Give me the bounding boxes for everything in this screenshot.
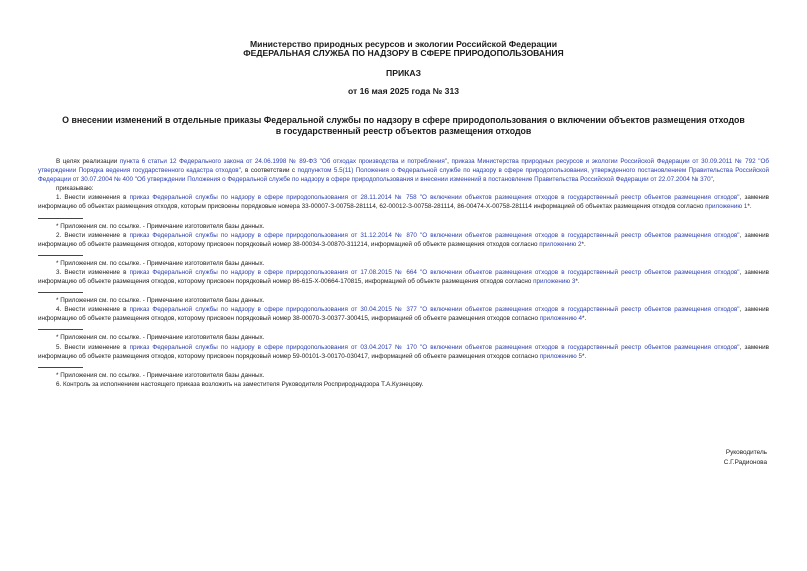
preamble-text: , <box>447 158 452 165</box>
order-link-870[interactable]: приказ Федеральной службы по надзору в сфере природопользования от 31.12.2014 № 870 "О включении объектов размещения отходов в государственный реестр объектов размещения отходов" <box>129 231 740 239</box>
item-4 <box>38 305 769 323</box>
footnote-5: * Приложения см. по ссылке. - Примечание изготовителя базы данных. <box>56 371 265 379</box>
preamble-paragraph <box>38 157 769 184</box>
footnote-divider <box>38 292 83 293</box>
footnote-divider <box>38 329 83 330</box>
item-text: *. <box>582 352 587 360</box>
item-text: , заменив информацию об объекте размещения отходов, которому присвоен порядковый номер 59-00101-З-00170-030417, информацией об объекте размещения отходов согласно <box>38 343 770 360</box>
law-link[interactable]: пункта 6 статьи 12 Федерального закона от 24.06.1998 № 89-ФЗ "Об отходах производства и потребления" <box>119 158 448 165</box>
item-text: 5. Внести изменение в <box>56 343 130 351</box>
preamble-text: , <box>712 176 715 184</box>
item-text: 4. Внести изменение в <box>56 306 130 314</box>
footnote-4: * Приложения см. по ссылке. - Примечание изготовителя базы данных. <box>56 334 265 342</box>
item-text: , заменив информацию об объектах размещения отходов, которым присвоены порядковые номера 33-00007-З-00758-281114, 62-00012-З-00758-281114, 86-00474-Х-00758-281114 информацией об объектах размещения отходов согласно <box>38 194 770 211</box>
appendix-1-link[interactable]: приложению 1 <box>705 203 748 211</box>
regulation-link[interactable]: подпунктом 5.5(11) Положения о Федеральной службе по надзору в сфере природопользования, утвержденного постановлением Правительства Российской Федерации от 30.07.2004 № 400 "Об утверждении Положения о Федеральной службе по надзору в сфере природопользования и внесении изменений в постановление Правительства Российской Федерации от 22.07.2004 № 370" <box>38 167 769 184</box>
item-text: , заменив информацию об объекте размещения отходов, которому присвоен порядковый номер 38-00034-З-00870-311214, информацией об объекте размещения отходов согласно <box>38 231 770 248</box>
footnote-divider <box>38 218 83 219</box>
item-6: 6. Контроль за исполнением настоящего приказа возложить на заместителя Руководителя Росприроднадзора Т.А.Кузнецову. <box>56 380 424 388</box>
item-text: *. <box>581 240 586 248</box>
footnote-1: * Приложения см. по ссылке. - Примечание изготовителя базы данных. <box>56 222 265 230</box>
order-link-664[interactable]: приказ Федеральной службы по надзору в сфере природопользования от 17.08.2015 № 664 "О включении объектов размещения отходов в государственный реестр объектов размещения отходов" <box>129 268 740 276</box>
ministry-name: Министерство природных ресурсов и экологии Российской Федерации <box>250 39 557 49</box>
service-name: ФЕДЕРАЛЬНАЯ СЛУЖБА ПО НАДЗОРУ В СФЕРЕ ПРИРОДОПОЛЬЗОВАНИЯ <box>243 48 564 58</box>
item-text: *. <box>575 278 580 286</box>
item-2 <box>38 231 769 249</box>
order-link-170[interactable]: приказ Федеральной службы по надзору в сфере природопользования от 03.04.2017 № 170 "О включении объектов размещения отходов в государственный реестр объектов размещения отходов" <box>129 343 740 351</box>
signatory-name: С.Г.Радионова <box>723 459 767 466</box>
order-link-377[interactable]: приказ Федеральной службы по надзору в сфере природопользования от 30.04.2015 № 377 "О включении объектов размещения отходов в государственный реестр объектов размещения отходов" <box>129 306 740 314</box>
preamble-text: , в соответствии с <box>240 167 298 175</box>
item-1 <box>38 193 769 211</box>
ministry-order-link[interactable]: приказа Министерства природных ресурсов и экологии Российской Федерации от 30.09.2011 № 792 "Об утверждении Порядка ведения государственного кадастра отходов" <box>38 158 770 175</box>
footnote-2: * Приложения см. по ссылке. - Примечание изготовителя базы данных. <box>56 259 265 267</box>
appendix-4-link[interactable]: приложению 4 <box>539 315 582 323</box>
doc-type: ПРИКАЗ <box>386 68 421 78</box>
footnote-divider <box>38 367 83 368</box>
appendix-3-link[interactable]: приложению 3 <box>533 278 576 286</box>
doc-date-number: от 16 мая 2025 года № 313 <box>347 86 460 96</box>
item-5 <box>38 343 769 361</box>
preamble-text: В целях реализации <box>56 158 120 165</box>
footnote-divider <box>38 255 83 256</box>
order-link-758[interactable]: приказ Федеральной службы по надзору в сфере природопользования от 28.11.2014 № 758 "О включении объектов размещения отходов в государственный реестр объектов размещения отходов" <box>129 194 740 202</box>
doc-title: О внесении изменений в отдельные приказы Федеральной службы по надзору в сфере природопользования о включении объектов размещения отходов в государственный реестр объектов размещения отходов <box>62 115 745 136</box>
signature-block <box>724 448 767 468</box>
document-body <box>38 157 769 389</box>
appendix-5-link[interactable]: приложению 5 <box>539 352 582 360</box>
item-3 <box>38 268 769 286</box>
item-text: *. <box>582 315 587 323</box>
footnote-3: * Приложения см. по ссылке. - Примечание изготовителя базы данных. <box>56 297 265 305</box>
item-text: 1. Внести изменения в <box>56 194 130 202</box>
signatory-position: Руководитель <box>725 449 767 456</box>
item-text: 3. Внести изменение в <box>56 268 130 276</box>
item-text: *. <box>747 203 752 211</box>
appendix-2-link[interactable]: приложению 2 <box>539 240 582 248</box>
item-text: 2. Внести изменение в <box>56 231 130 239</box>
order-word: приказываю: <box>56 185 94 193</box>
item-text: , заменив информацию об объекте размещения отходов, которому присвоен порядковый номер 38-00070-З-00377-300415, информацией об объекте размещения отходов согласно <box>38 306 770 323</box>
item-text: , заменив информацию об объекте размещения отходов, которому присвоен порядковый номер 86-615-Х-00664-170815, информацией об объекте размещения отходов согласно <box>38 268 770 286</box>
